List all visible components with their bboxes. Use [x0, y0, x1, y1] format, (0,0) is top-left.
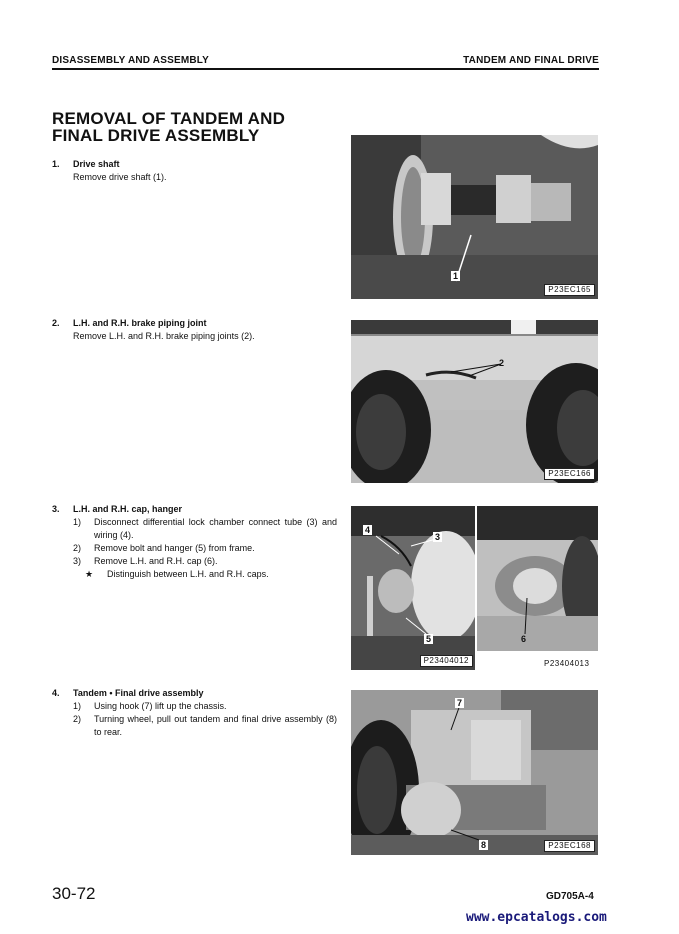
page-title: [52, 110, 285, 144]
callout-4: 4: [365, 525, 371, 535]
callout-1: 1: [453, 271, 459, 281]
note-text: Distinguish between L.H. and R.H. caps.: [107, 569, 269, 579]
step-text: Turning wheel, pull out tandem and final drive assembly (8) to rear.: [94, 714, 337, 737]
page-number: 30-72: [52, 884, 96, 903]
section-cap-hanger: [52, 503, 337, 581]
photo-tandem: [351, 690, 598, 855]
step-text: Disconnect differential lock chamber connect tube (3) and wiring (4).: [94, 517, 337, 540]
star-icon: ★: [85, 569, 94, 579]
step-text: Remove L.H. and R.H. cap (6).: [94, 556, 218, 566]
section-title: Tandem • Final drive assembly: [73, 688, 204, 698]
header-section-title: DISASSEMBLY AND ASSEMBLY: [52, 55, 210, 66]
step-number: 1): [73, 517, 82, 527]
note-item: [73, 568, 337, 581]
section-number: 2.: [52, 318, 60, 328]
step-number: 2): [73, 714, 82, 724]
callout-2: 2: [499, 358, 505, 368]
step-number: 3): [73, 556, 82, 566]
photo-tandem-image: [351, 690, 598, 855]
section-drive-shaft: [52, 158, 337, 184]
page-title-line-2: FINAL DRIVE ASSEMBLY: [52, 126, 260, 145]
photo-brake-piping: [351, 320, 598, 483]
photo-drive-shaft-image: [351, 135, 598, 299]
section-body: Remove drive shaft (1).: [73, 172, 167, 182]
section-number: 4.: [52, 688, 60, 698]
photo-code: P23404012: [420, 655, 473, 667]
photo-drive-shaft: [351, 135, 598, 299]
callout-5: 5: [426, 634, 432, 644]
step-text: Using hook (7) lift up the chassis.: [94, 701, 227, 711]
model-number: GD705A-4: [546, 891, 594, 902]
photo-cap-image: [477, 506, 598, 651]
watermark-link[interactable]: www.epcatalogs.com: [466, 910, 607, 925]
header-chapter-title: TANDEM AND FINAL DRIVE: [463, 55, 599, 66]
callout-8: 8: [481, 840, 487, 850]
section-title: L.H. and R.H. brake piping joint: [73, 318, 207, 328]
step-number: 1): [73, 701, 82, 711]
step-item: [73, 700, 337, 713]
callout-6: 6: [521, 634, 527, 644]
step-text: Remove bolt and hanger (5) from frame.: [94, 543, 255, 553]
step-item: [73, 713, 337, 739]
section-title: L.H. and R.H. cap, hanger: [73, 504, 183, 514]
section-number: 1.: [52, 159, 60, 169]
section-brake-piping: [52, 317, 337, 343]
section-body: Remove L.H. and R.H. brake piping joints (2).: [73, 331, 255, 341]
step-item: [73, 516, 337, 542]
photo-code: P23EC165: [544, 284, 595, 296]
photo-code-p23404013: P23404013: [544, 659, 590, 668]
step-item: [73, 555, 337, 568]
photo-connect-tube: [351, 506, 475, 670]
photo-code: P23EC168: [544, 840, 595, 852]
section-number: 3.: [52, 504, 60, 514]
step-number: 2): [73, 543, 82, 553]
section-title: Drive shaft: [73, 159, 120, 169]
photo-brake-piping-image: [351, 320, 598, 483]
section-tandem-final-drive: [52, 687, 337, 739]
callout-7: 7: [457, 698, 463, 708]
header-rule: [52, 68, 599, 70]
photo-code: P23EC166: [544, 468, 595, 480]
step-item: [73, 542, 337, 555]
page-title-line-1: REMOVAL OF TANDEM AND: [52, 109, 286, 128]
photo-cap: [477, 506, 598, 651]
callout-3: 3: [435, 532, 441, 542]
